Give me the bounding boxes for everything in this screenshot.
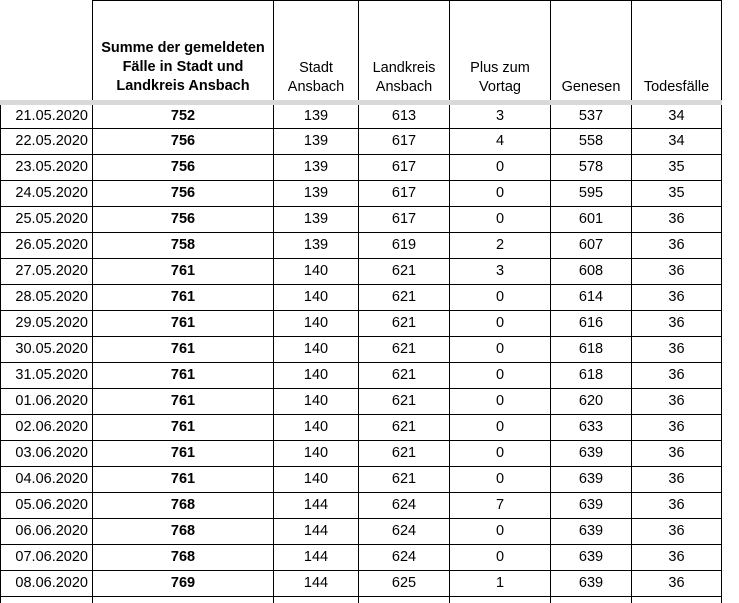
cell-district: 613 — [359, 103, 450, 129]
cell-deaths: 36 — [632, 233, 722, 259]
cell-plus: 0 — [450, 415, 551, 441]
cell-total: 768 — [93, 519, 274, 545]
cell-recovered: 608 — [551, 259, 632, 285]
cell-recovered: 639 — [551, 493, 632, 519]
cell-empty — [274, 597, 359, 603]
table-row — [1, 519, 722, 545]
cell-total: 761 — [93, 389, 274, 415]
cell-city: 140 — [274, 337, 359, 363]
cell-city: 144 — [274, 519, 359, 545]
table-row — [1, 545, 722, 571]
cell-recovered: 633 — [551, 415, 632, 441]
table-row — [1, 493, 722, 519]
cell-deaths: 36 — [632, 389, 722, 415]
table-row — [1, 311, 722, 337]
cell-date: 04.06.2020 — [1, 467, 93, 493]
cell-city: 139 — [274, 103, 359, 129]
table-row — [1, 155, 722, 181]
cell-district: 617 — [359, 129, 450, 155]
cell-total: 769 — [93, 571, 274, 597]
cell-date: 21.05.2020 — [1, 103, 93, 129]
cell-city: 139 — [274, 233, 359, 259]
cell-deaths: 34 — [632, 129, 722, 155]
cell-deaths: 36 — [632, 571, 722, 597]
cell-recovered: 558 — [551, 129, 632, 155]
cell-recovered: 639 — [551, 571, 632, 597]
header-deaths: Todesfälle — [632, 1, 722, 103]
cell-city: 140 — [274, 311, 359, 337]
cell-plus: 0 — [450, 337, 551, 363]
table-row — [1, 337, 722, 363]
cell-total: 756 — [93, 155, 274, 181]
cell-recovered: 614 — [551, 285, 632, 311]
cell-city: 139 — [274, 129, 359, 155]
cell-recovered: 578 — [551, 155, 632, 181]
header-row — [1, 1, 722, 103]
cell-deaths: 36 — [632, 415, 722, 441]
cell-recovered: 639 — [551, 519, 632, 545]
cell-date: 27.05.2020 — [1, 259, 93, 285]
cell-recovered: 620 — [551, 389, 632, 415]
table-row — [1, 259, 722, 285]
cell-total: 761 — [93, 259, 274, 285]
cell-plus: 3 — [450, 259, 551, 285]
cell-city: 140 — [274, 285, 359, 311]
cell-district: 624 — [359, 493, 450, 519]
cell-recovered: 618 — [551, 363, 632, 389]
cell-total: 768 — [93, 493, 274, 519]
cell-total: 756 — [93, 207, 274, 233]
cell-recovered: 537 — [551, 103, 632, 129]
header-total-cases: Summe der gemeldeten Fälle in Stadt und Landkreis Ansbach — [93, 1, 274, 103]
cell-plus: 0 — [450, 181, 551, 207]
cell-total: 761 — [93, 337, 274, 363]
cell-date: 24.05.2020 — [1, 181, 93, 207]
table-row — [1, 441, 722, 467]
cell-plus: 0 — [450, 389, 551, 415]
cell-total: 761 — [93, 415, 274, 441]
cell-city: 140 — [274, 389, 359, 415]
cell-plus: 0 — [450, 155, 551, 181]
cell-total: 768 — [93, 545, 274, 571]
cell-deaths: 36 — [632, 207, 722, 233]
table-row — [1, 103, 722, 129]
cell-city: 140 — [274, 441, 359, 467]
cell-total: 752 — [93, 103, 274, 129]
cell-district: 617 — [359, 181, 450, 207]
cell-district: 621 — [359, 363, 450, 389]
cell-date: 23.05.2020 — [1, 155, 93, 181]
cell-plus: 0 — [450, 285, 551, 311]
cell-district: 621 — [359, 441, 450, 467]
cell-deaths: 36 — [632, 519, 722, 545]
cell-district: 617 — [359, 207, 450, 233]
cell-plus: 0 — [450, 441, 551, 467]
cell-district: 624 — [359, 519, 450, 545]
cell-city: 140 — [274, 363, 359, 389]
cell-deaths: 36 — [632, 467, 722, 493]
cell-plus: 7 — [450, 493, 551, 519]
table-row-partial — [1, 597, 722, 603]
cell-deaths: 34 — [632, 103, 722, 129]
cell-city: 144 — [274, 571, 359, 597]
header-plus: Plus zum Vortag — [450, 1, 551, 103]
cell-city: 139 — [274, 155, 359, 181]
cell-plus: 0 — [450, 467, 551, 493]
cell-total: 758 — [93, 233, 274, 259]
cell-plus: 1 — [450, 571, 551, 597]
cell-city: 144 — [274, 545, 359, 571]
cell-recovered: 639 — [551, 441, 632, 467]
cell-deaths: 36 — [632, 337, 722, 363]
cell-date: 25.05.2020 — [1, 207, 93, 233]
cell-recovered: 616 — [551, 311, 632, 337]
table-row — [1, 233, 722, 259]
cell-date: 02.06.2020 — [1, 415, 93, 441]
cell-district: 621 — [359, 389, 450, 415]
table-row — [1, 207, 722, 233]
cell-total: 761 — [93, 467, 274, 493]
cell-date: 26.05.2020 — [1, 233, 93, 259]
cell-date: 31.05.2020 — [1, 363, 93, 389]
cell-total: 761 — [93, 285, 274, 311]
cell-date: 03.06.2020 — [1, 441, 93, 467]
table-row — [1, 571, 722, 597]
cell-deaths: 36 — [632, 545, 722, 571]
cell-district: 621 — [359, 285, 450, 311]
cell-date: 28.05.2020 — [1, 285, 93, 311]
cell-recovered: 601 — [551, 207, 632, 233]
cell-district: 621 — [359, 467, 450, 493]
table-row — [1, 285, 722, 311]
cell-total: 756 — [93, 129, 274, 155]
cell-date: 06.06.2020 — [1, 519, 93, 545]
cell-plus: 2 — [450, 233, 551, 259]
cell-deaths: 36 — [632, 259, 722, 285]
cell-recovered: 607 — [551, 233, 632, 259]
cell-recovered: 639 — [551, 545, 632, 571]
table-row — [1, 181, 722, 207]
cell-district: 621 — [359, 259, 450, 285]
cell-empty — [632, 597, 722, 603]
cell-deaths: 35 — [632, 155, 722, 181]
cell-total: 761 — [93, 311, 274, 337]
cell-deaths: 36 — [632, 493, 722, 519]
cell-city: 139 — [274, 207, 359, 233]
cell-city: 139 — [274, 181, 359, 207]
header-district: Landkreis Ansbach — [359, 1, 450, 103]
table-row — [1, 363, 722, 389]
cell-empty — [359, 597, 450, 603]
cell-empty — [93, 597, 274, 603]
cell-deaths: 36 — [632, 363, 722, 389]
cell-date: 30.05.2020 — [1, 337, 93, 363]
cell-plus: 0 — [450, 363, 551, 389]
cell-deaths: 36 — [632, 311, 722, 337]
cell-plus: 0 — [450, 519, 551, 545]
cell-deaths: 36 — [632, 285, 722, 311]
cell-district: 624 — [359, 545, 450, 571]
cell-plus: 4 — [450, 129, 551, 155]
cell-city: 144 — [274, 493, 359, 519]
cell-recovered: 639 — [551, 467, 632, 493]
cell-empty — [1, 597, 93, 603]
cell-city: 140 — [274, 467, 359, 493]
cell-plus: 3 — [450, 103, 551, 129]
cell-district: 619 — [359, 233, 450, 259]
header-date — [1, 1, 93, 103]
cell-date: 22.05.2020 — [1, 129, 93, 155]
header-city: Stadt Ansbach — [274, 1, 359, 103]
cell-empty — [551, 597, 632, 603]
cell-date: 08.06.2020 — [1, 571, 93, 597]
cell-district: 621 — [359, 415, 450, 441]
cell-recovered: 618 — [551, 337, 632, 363]
cell-date: 01.06.2020 — [1, 389, 93, 415]
table-row — [1, 467, 722, 493]
cell-plus: 0 — [450, 311, 551, 337]
cell-date: 05.06.2020 — [1, 493, 93, 519]
table-row — [1, 129, 722, 155]
cell-city: 140 — [274, 259, 359, 285]
cell-total: 761 — [93, 441, 274, 467]
cell-deaths: 36 — [632, 441, 722, 467]
table-body — [1, 103, 722, 603]
cell-plus: 0 — [450, 207, 551, 233]
table-row — [1, 415, 722, 441]
cell-empty — [450, 597, 551, 603]
cell-plus: 0 — [450, 545, 551, 571]
cell-total: 761 — [93, 363, 274, 389]
cell-district: 617 — [359, 155, 450, 181]
cell-total: 756 — [93, 181, 274, 207]
table-row — [1, 389, 722, 415]
cell-district: 621 — [359, 337, 450, 363]
cell-date: 07.06.2020 — [1, 545, 93, 571]
cell-deaths: 35 — [632, 181, 722, 207]
cell-date: 29.05.2020 — [1, 311, 93, 337]
cell-district: 621 — [359, 311, 450, 337]
cell-district: 625 — [359, 571, 450, 597]
cell-city: 140 — [274, 415, 359, 441]
cell-recovered: 595 — [551, 181, 632, 207]
header-recovered: Genesen — [551, 1, 632, 103]
